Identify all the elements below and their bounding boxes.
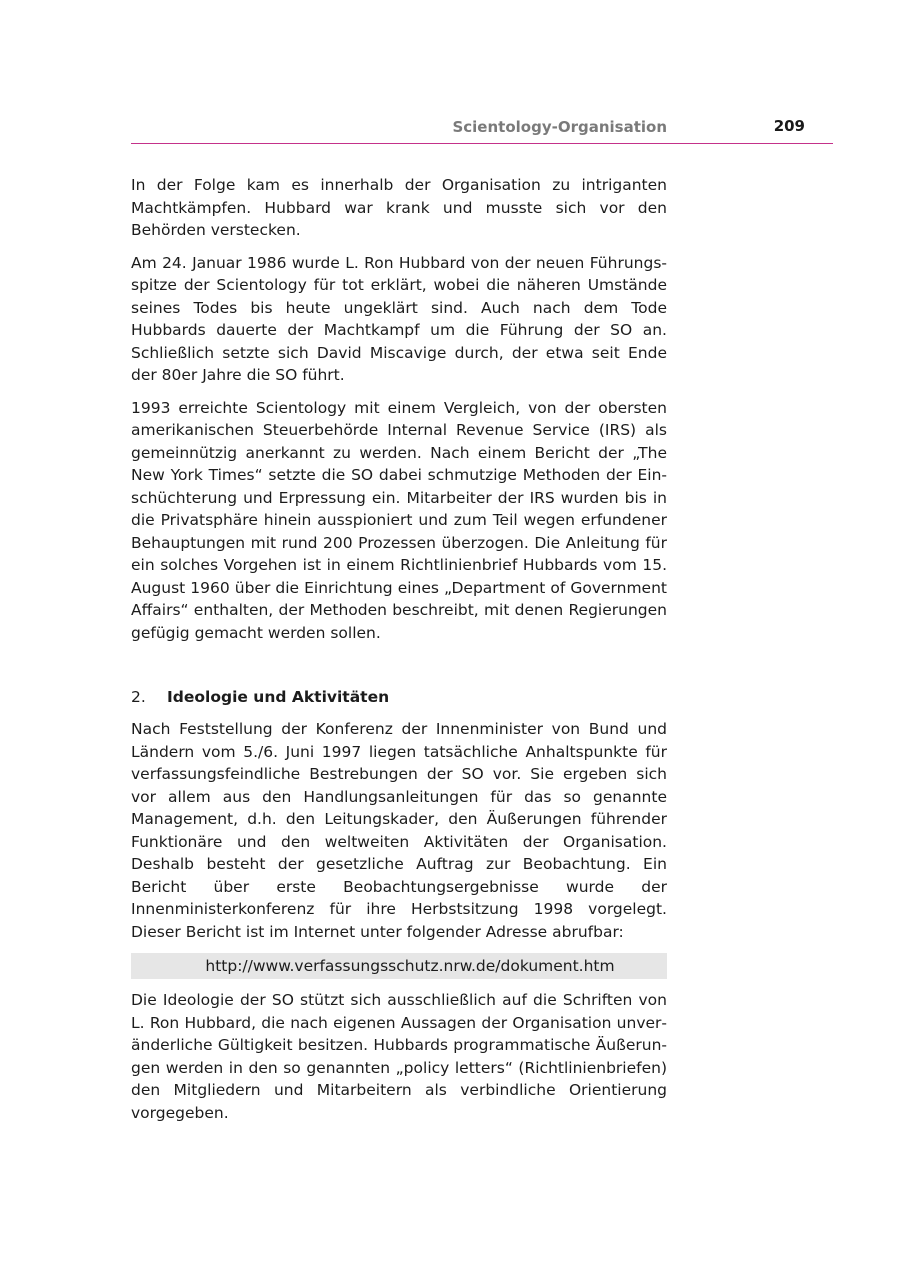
running-header [131,116,833,144]
section-title: Ideologie und Aktivitäten [167,688,390,706]
report-url[interactable]: http://www.verfassungsschutz.nrw.de/dokument.htm [205,957,615,975]
running-header-title: Scientology-Organisation [452,118,667,136]
section-heading [131,686,667,708]
paragraph-conference-findings: Nach Feststellung der Konferenz der Innenminister von Bund und Ländern vom 5./6. Juni 1997 liegen tatsächliche Anhaltspunkte für verfassungsfeindliche Bestrebungen der SO vor. Sie ergeben sich vor allem aus den Handlungsanleitungen für das so genannte Management, d.h. den Leitungskader, den Äußerungen führender Funktionäre und den weltweiten Aktivitäten der Organisation. Deshalb besteht der gesetzliche Auftrag zur Beobachtung. Ein Bericht über erste Beobachtungsergebnisse wurde der Innenministerkonferenz für ihre Herbstsitzung 1998 vorgelegt. Dieser Bericht ist im Internet unter folgender Adresse abrufbar: [131,720,667,941]
page-number: 209 [773,117,805,135]
section-number: 2. [131,688,146,706]
page-body [131,174,667,1134]
paragraph-irs-settlement: 1993 erreichte Scientology mit einem Vergleich, von der obersten amerikanischen Steuerbehörde Internal Revenue Service (IRS) als gemeinnützig anerkannt zu werden. Nach einem Bericht der „The New York Times“ setzte die SO dabei schmutzige Methoden der Einschüchterung und Erpressung ein. Mitarbeiter der IRS wurden bis in die Privatsphäre hinein ausspioniert und zum Teil wegen erfundener Behauptungen mit rund 200 Prozessen überzogen. Die Anleitung für ein solches Vorgehen ist in einem Richtlinienbrief Hubbards vom 15. August 1960 über die Einrichtung eines „Department of Government Affairs“ enthalten, der Methoden beschreibt, mit denen Regierungen gefügig gemacht werden sollen. [131,398,667,642]
url-box [131,953,667,979]
paragraph-ideology: Die Ideologie der SO stützt sich ausschließlich auf die Schriften von L. Ron Hubbard, die nach eigenen Aussagen der Organisation unveränderliche Gültigkeit besitzen. Hubbards programmatische Äußerungen werden in den so genannten „policy letters“ (Richtlinienbriefen) den Mitgliedern und Mitarbeitern als verbindliche Orientierung vorgegeben. [131,991,667,1122]
paragraph-power-struggle: In der Folge kam es innerhalb der Organisation zu intriganten Machtkämpfen. Hubbard war krank und musste sich vor den Behörden verstecken. [131,176,667,239]
paragraph-hubbard-death: Am 24. Januar 1986 wurde L. Ron Hubbard von der neuen Führungsspitze der Scientology für tot erklärt, wobei die näheren Umstände seines Todes bis heute ungeklärt sind. Auch nach dem Tode Hubbards dauerte der Machtkampf um die Führung der SO an. Schließlich setzte sich David Miscavige durch, der etwa seit Ende der 80er Jahre die SO führt. [131,253,667,384]
